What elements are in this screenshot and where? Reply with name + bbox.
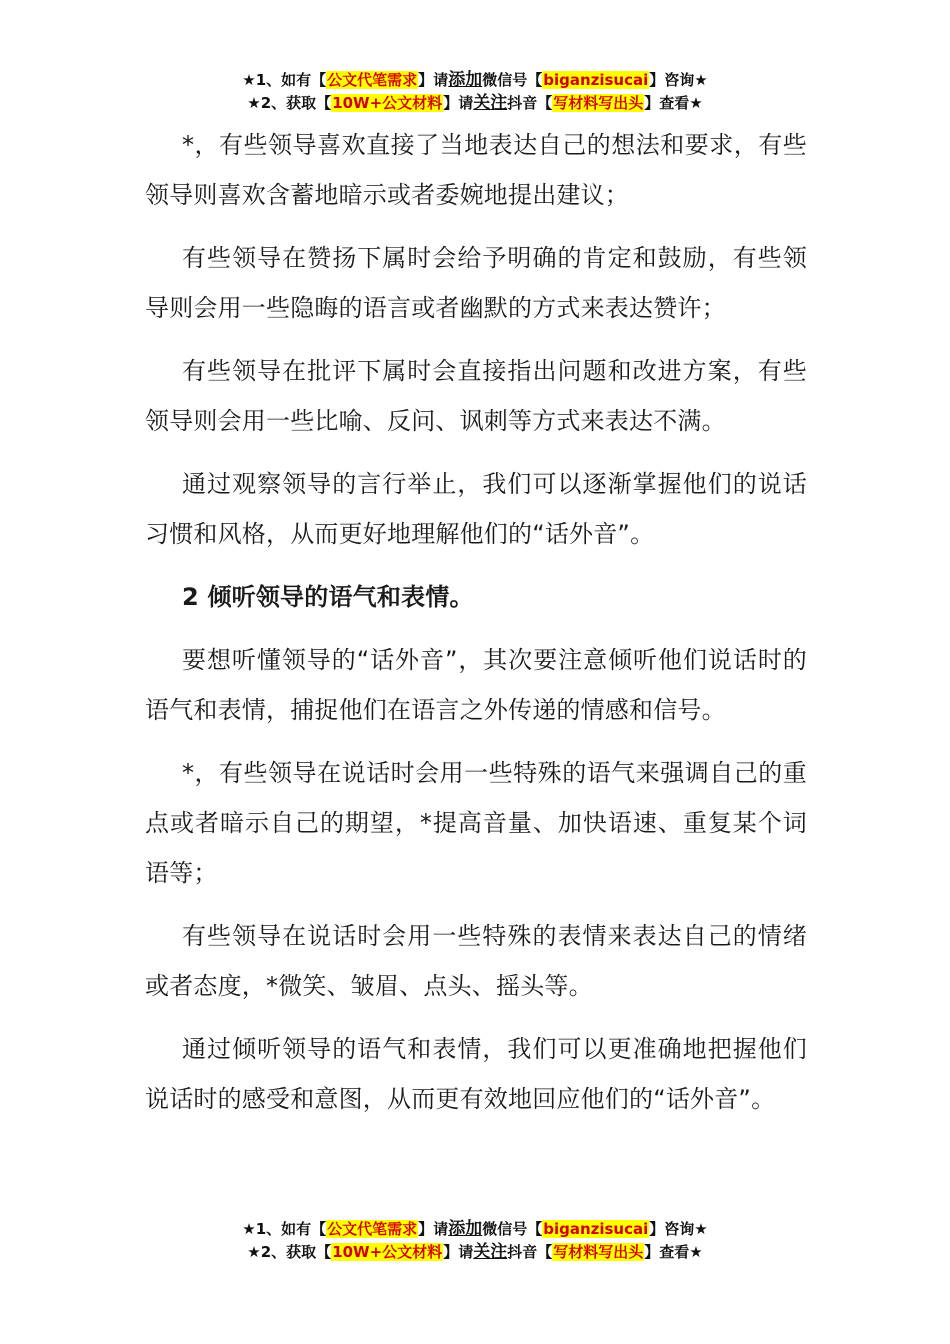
footer-line2-mid1: 】请 bbox=[443, 1243, 474, 1261]
header-line2-prefix: ★2、获取【 bbox=[247, 94, 332, 112]
document-body bbox=[145, 120, 807, 1137]
header-line-1 bbox=[0, 69, 950, 92]
header-line-2 bbox=[0, 92, 950, 115]
footer-line-2 bbox=[0, 1241, 950, 1264]
footer-line2-suffix: 】查看★ bbox=[644, 1243, 703, 1261]
section-heading: 2 倾听领导的语气和表情。 bbox=[182, 583, 474, 611]
paragraph-5: 要想听懂领导的“话外音”，其次要注意倾听他们说话时的语气和表情，捕捉他们在语言之外传递的情感和信号。 bbox=[145, 646, 807, 724]
footer-banner bbox=[0, 1218, 950, 1264]
header-banner bbox=[0, 69, 950, 115]
paragraph-7: 有些领导在说话时会用一些特殊的表情来表达自己的情绪或者态度，*微笑、皱眉、点头、摇头等。 bbox=[145, 922, 807, 1000]
header-line1-mid2: 微信号【 bbox=[482, 71, 543, 89]
header-line1-mid1: 】请 bbox=[418, 71, 449, 89]
paragraph-4: 通过观察领导的言行举止，我们可以逐渐掌握他们的说话习惯和风格，从而更好地理解他们的“话外音”。 bbox=[145, 470, 807, 548]
footer-line1-mid2: 微信号【 bbox=[482, 1220, 543, 1238]
footer-line-1 bbox=[0, 1218, 950, 1241]
footer-underlined-follow: 关注 bbox=[473, 1242, 508, 1262]
header-line1-prefix: ★1、如有【 bbox=[242, 71, 327, 89]
header-underlined-follow: 关注 bbox=[473, 93, 508, 113]
footer-highlight-ghostwriting: 公文代笔需求 bbox=[327, 1220, 418, 1238]
footer-line1-mid1: 】请 bbox=[418, 1220, 449, 1238]
header-line2-mid2: 抖音【 bbox=[507, 94, 553, 112]
header-highlight-wechat-id: biganzisucai bbox=[543, 71, 649, 89]
paragraph-6: *，有些领导在说话时会用一些特殊的语气来强调自己的重点或者暗示自己的期望，*提高音量、加快语速、重复某个词语等； bbox=[145, 759, 807, 887]
footer-line2-mid2: 抖音【 bbox=[507, 1243, 553, 1261]
header-underlined-add: 添加 bbox=[448, 70, 483, 90]
paragraph-3: 有些领导在批评下属时会直接指出问题和改进方案，有些领导则会用一些比喻、反问、讽刺等方式来表达不满。 bbox=[145, 357, 807, 435]
paragraph-1: *，有些领导喜欢直接了当地表达自己的想法和要求，有些领导则喜欢含蓄地暗示或者委婉地提出建议； bbox=[145, 131, 807, 209]
header-highlight-materials: 10W+公文材料 bbox=[332, 94, 443, 112]
header-line2-mid1: 】请 bbox=[443, 94, 474, 112]
paragraph-2: 有些领导在赞扬下属时会给予明确的肯定和鼓励，有些领导则会用一些隐晦的语言或者幽默的方式来表达赞许； bbox=[145, 244, 807, 322]
footer-highlight-materials: 10W+公文材料 bbox=[332, 1243, 443, 1261]
footer-line1-suffix: 】咨询★ bbox=[649, 1220, 708, 1238]
header-line1-suffix: 】咨询★ bbox=[649, 71, 708, 89]
footer-highlight-douyin: 写材料写出头 bbox=[553, 1243, 644, 1261]
header-highlight-douyin: 写材料写出头 bbox=[553, 94, 644, 112]
footer-highlight-wechat-id: biganzisucai bbox=[543, 1220, 649, 1238]
header-line2-suffix: 】查看★ bbox=[644, 94, 703, 112]
paragraph-8: 通过倾听领导的语气和表情，我们可以更准确地把握他们说话时的感受和意图，从而更有效地回应他们的“话外音”。 bbox=[145, 1035, 807, 1113]
footer-line1-prefix: ★1、如有【 bbox=[242, 1220, 327, 1238]
footer-line2-prefix: ★2、获取【 bbox=[247, 1243, 332, 1261]
header-highlight-ghostwriting: 公文代笔需求 bbox=[327, 71, 418, 89]
footer-underlined-add: 添加 bbox=[448, 1219, 483, 1239]
